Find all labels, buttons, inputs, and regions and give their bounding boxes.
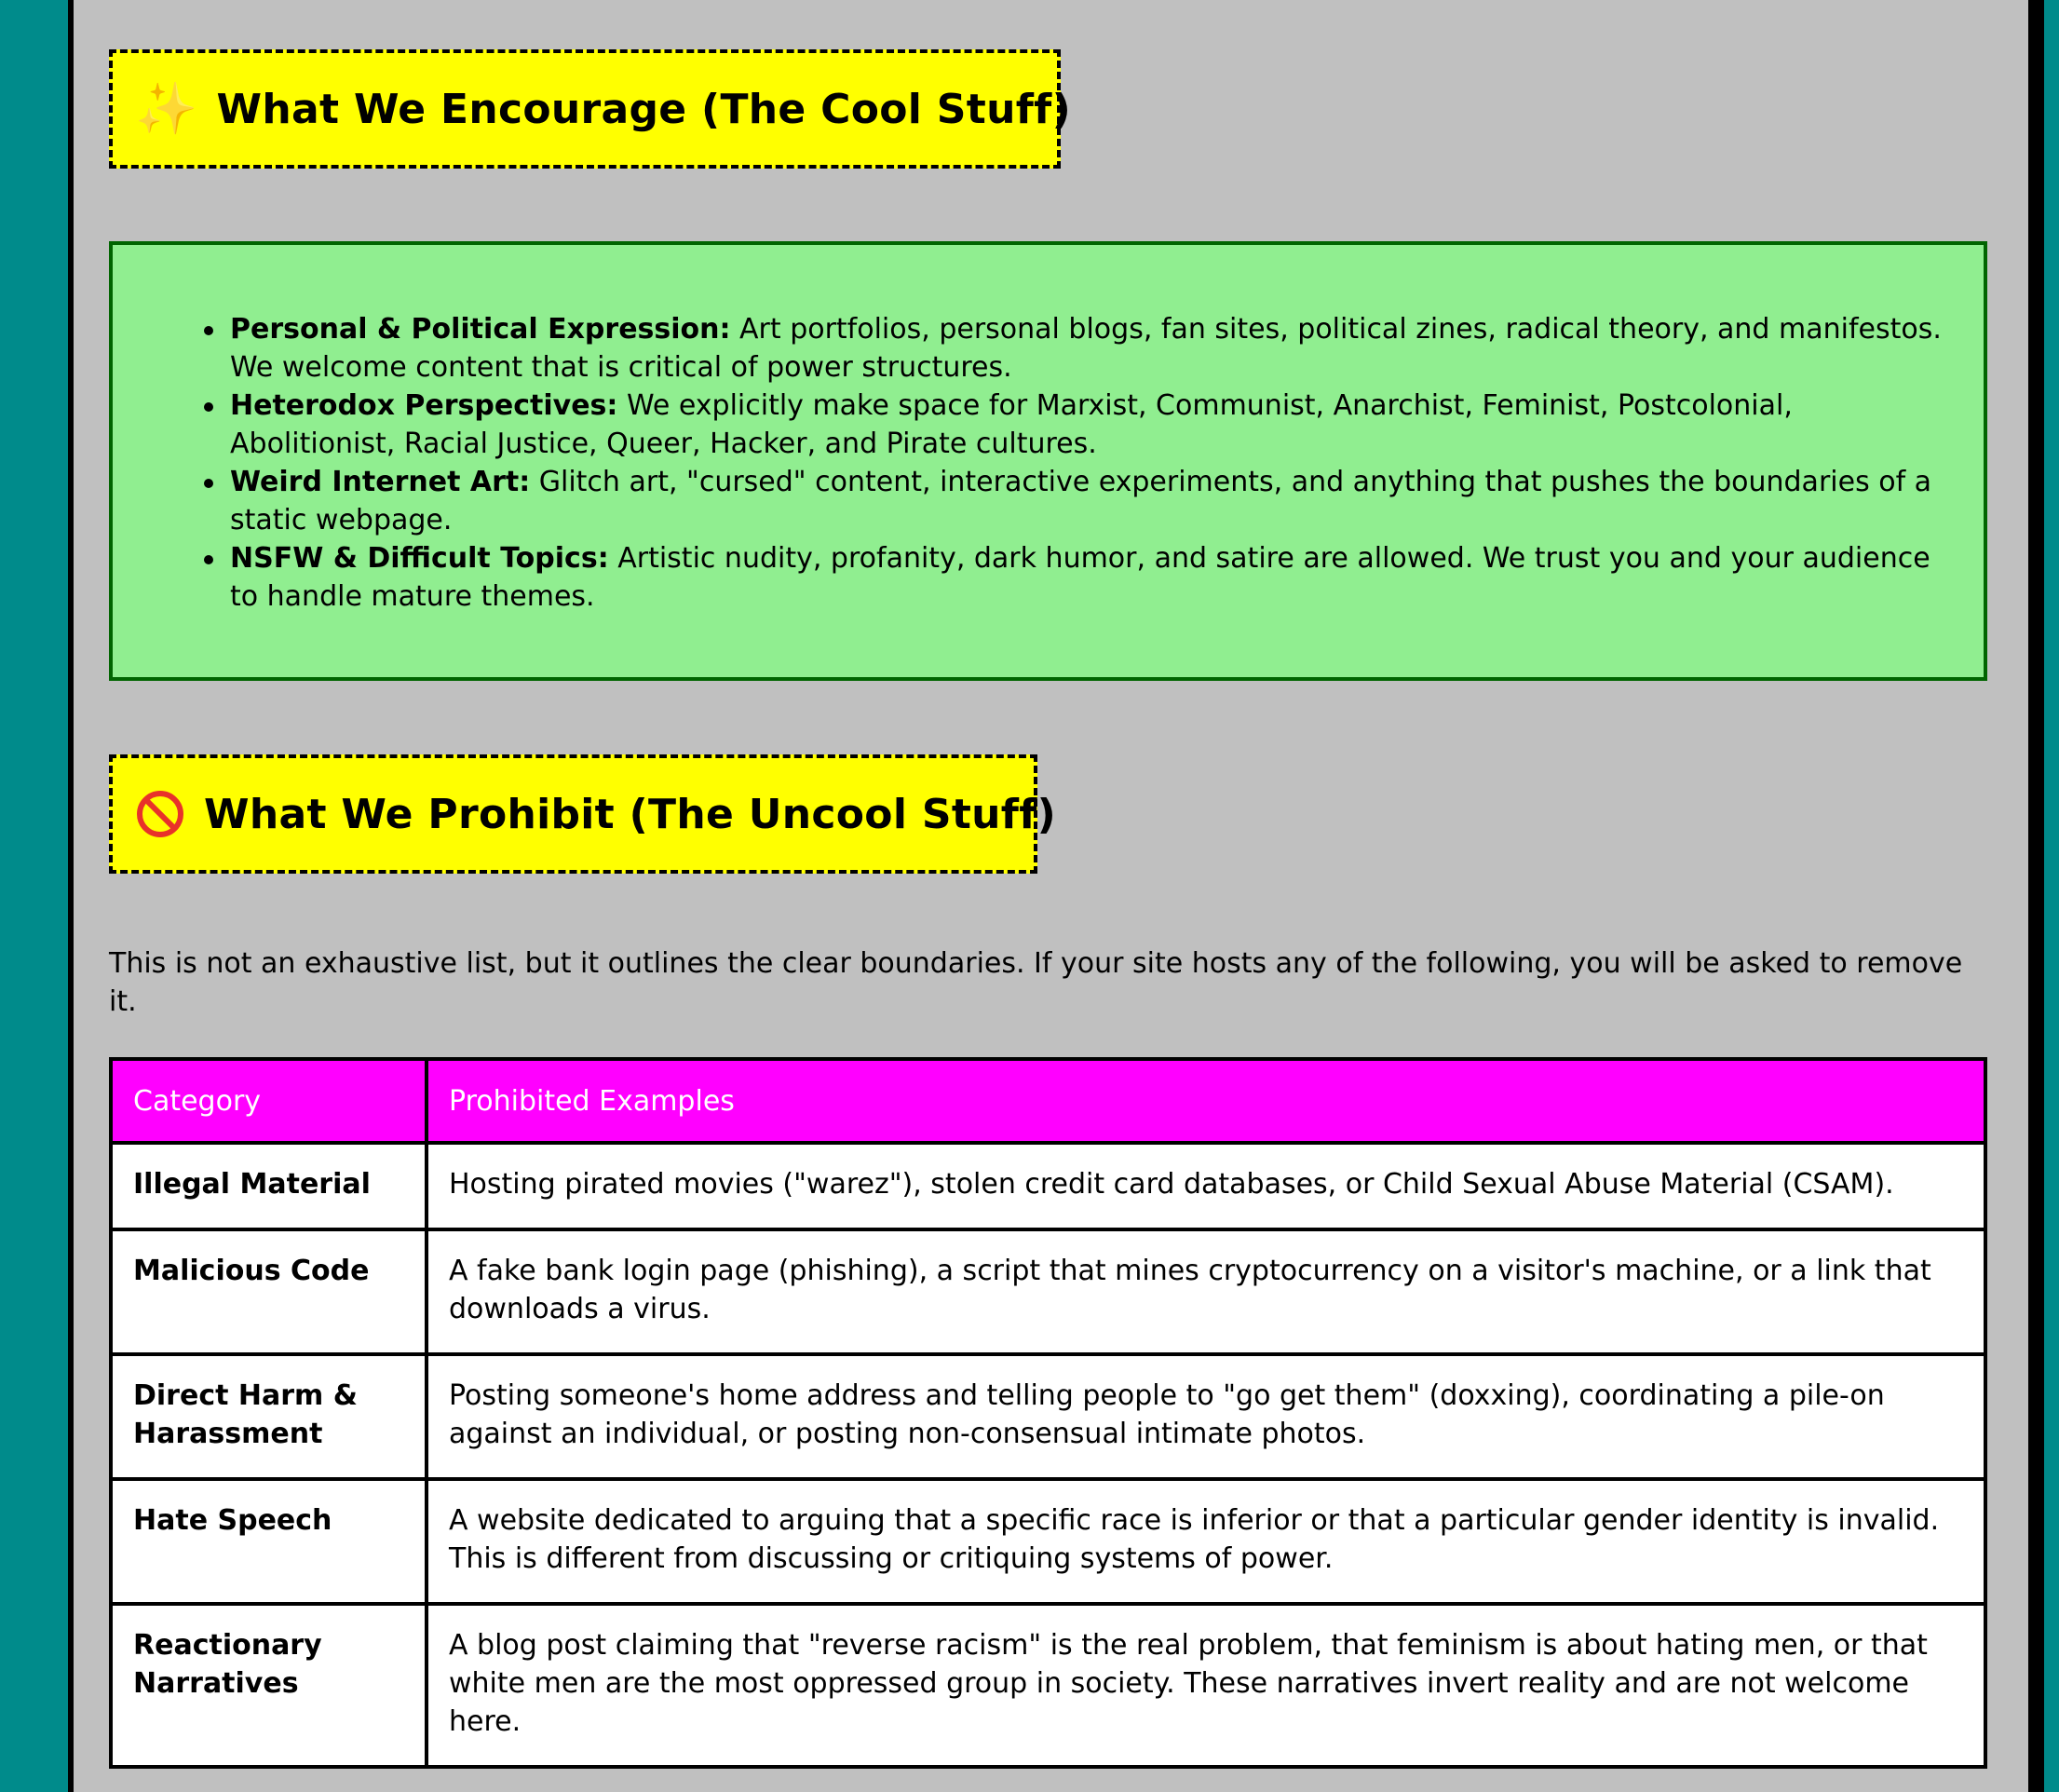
prohibit-heading	[109, 754, 1057, 874]
table-row	[111, 1604, 1985, 1767]
table-header-row	[111, 1059, 1985, 1143]
example-cell: A blog post claiming that "reverse racism" is the real problem, that feminism is about hating men, or that white men are the most oppressed group in society. These narratives invert reality and are not welcome here.	[427, 1604, 1985, 1767]
list-item	[230, 387, 1946, 463]
list-item-label: NSFW & Difficult Topics:	[230, 542, 609, 575]
category-cell: Direct Harm & Harassment	[111, 1354, 427, 1479]
list-item-text: Glitch art, "cursed" content, interactive experiments, and anything that pushes the boundaries of a static webpage.	[230, 466, 1932, 536]
list-item-label: Personal & Political Expression:	[230, 313, 731, 346]
category-cell: Reactionary Narratives	[111, 1604, 427, 1767]
column-header-examples: Prohibited Examples	[427, 1059, 1985, 1143]
category-cell: Malicious Code	[111, 1229, 427, 1354]
prohibit-heading-text: What We Prohibit (The Uncool Stuff)	[204, 790, 1057, 838]
list-item	[230, 310, 1946, 387]
prohibited-icon	[135, 789, 185, 839]
encourage-heading	[109, 49, 1072, 169]
category-cell: Illegal Material	[111, 1143, 427, 1229]
example-cell: Posting someone's home address and telling people to "go get them" (doxxing), coordinating a pile-on against an individual, or posting non-consensual intimate photos.	[427, 1354, 1985, 1479]
list-item-label: Weird Internet Art:	[230, 466, 531, 498]
category-cell: Hate Speech	[111, 1479, 427, 1604]
encourage-list	[230, 310, 1946, 616]
table-row	[111, 1229, 1985, 1354]
table-row	[111, 1479, 1985, 1604]
list-item-text: We explicitly make space for Marxist, Communist, Anarchist, Feminist, Postcolonial, Abolitionist, Racial Justice, Queer, Hacker, and Pirate cultures.	[230, 389, 1793, 460]
list-item-text: Art portfolios, personal blogs, fan sites, political zines, radical theory, and manifestos. We welcome content that is critical of power structures.	[230, 313, 1942, 384]
column-header-category: Category	[111, 1059, 427, 1143]
list-item-label: Heterodox Perspectives:	[230, 389, 618, 422]
example-cell: A fake bank login page (phishing), a script that mines cryptocurrency on a visitor's machine, or a link that downloads a virus.	[427, 1229, 1985, 1354]
prohibited-table	[109, 1057, 1987, 1769]
list-item-text: Artistic nudity, profanity, dark humor, and satire are allowed. We trust you and your audience to handle mature themes.	[230, 542, 1930, 613]
table-row	[111, 1143, 1985, 1229]
example-cell: Hosting pirated movies ("warez"), stolen credit card databases, or Child Sexual Abuse Material (CSAM).	[427, 1143, 1985, 1229]
example-cell: A website dedicated to arguing that a specific race is inferior or that a particular gender identity is invalid. This is different from discussing or critiquing systems of power.	[427, 1479, 1985, 1604]
page-content	[68, 0, 2044, 1792]
prohibited-icon-svg	[135, 789, 185, 839]
list-item	[230, 539, 1946, 616]
encourage-box	[109, 241, 1987, 681]
list-item	[230, 463, 1946, 539]
sparkles-icon: ✨	[135, 79, 198, 138]
encourage-heading-text: What We Encourage (The Cool Stuff)	[216, 85, 1072, 133]
table-row	[111, 1354, 1985, 1479]
prohibit-intro: This is not an exhaustive list, but it outlines the clear boundaries. If your site hosts any of the following, you will be asked to remove it.	[109, 947, 1963, 1018]
